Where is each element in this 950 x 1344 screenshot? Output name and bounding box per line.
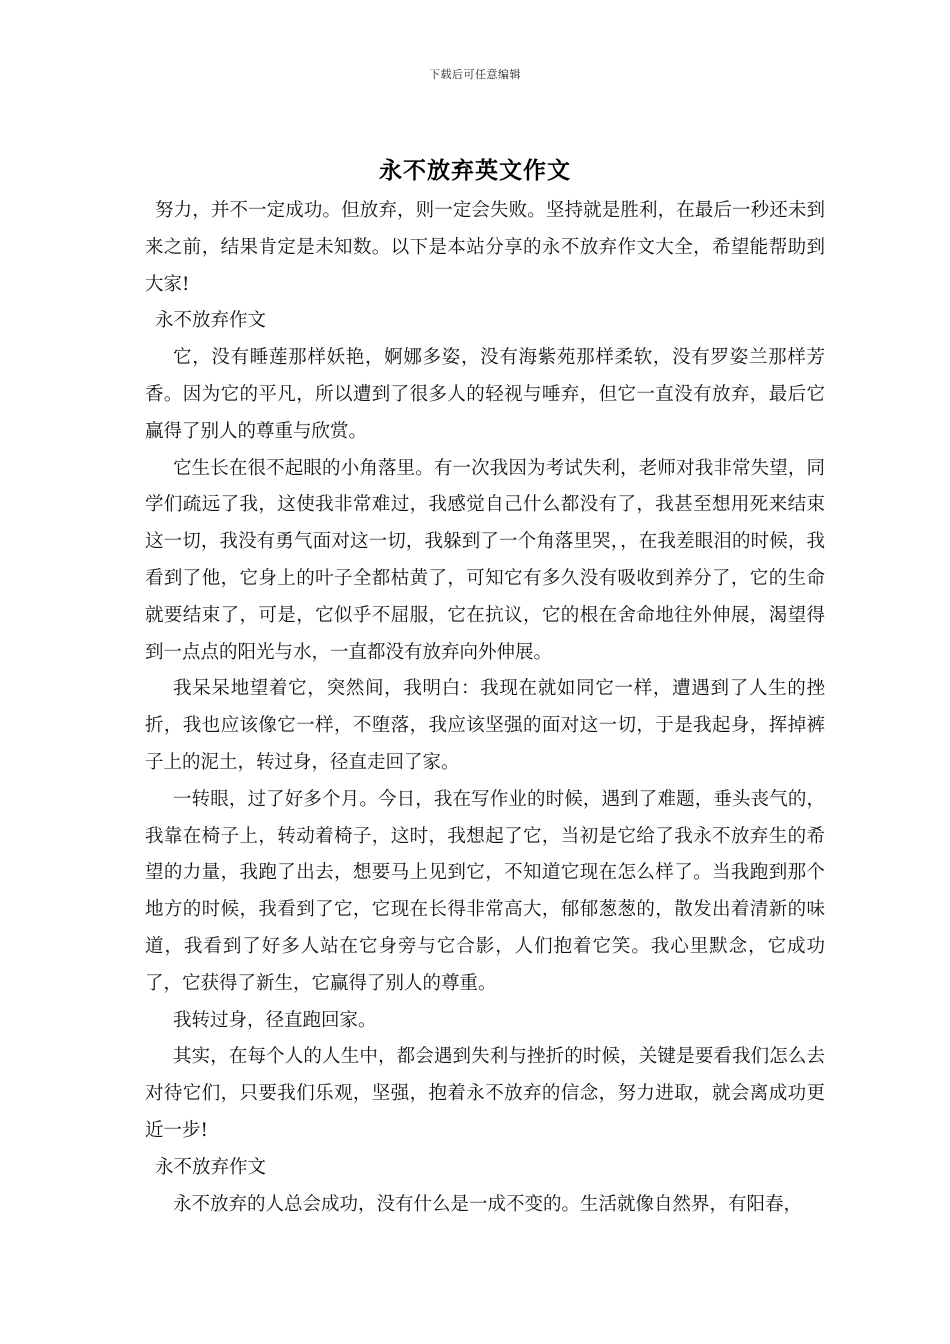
document-body (145, 193, 825, 1223)
body-paragraph: 它，没有睡莲那样妖艳，婀娜多姿，没有海紫苑那样柔软，没有罗姿兰那样芳香。因为它的平凡，所以遭到了很多人的轻视与唾弃，但它一直没有放弃，最后它赢得了别人的尊重与欣赏。 (145, 347, 825, 442)
intro-paragraph: 努力，并不一定成功。但放弃，则一定会失败。坚持就是胜利，在最后一秒还未到来之前，结果肯定是未知数。以下是本站分享的永不放弃作文大全，希望能帮助到大家! (145, 200, 825, 295)
header-note: 下载后可任意编辑 (429, 68, 521, 81)
section-heading: 永不放弃作文 (155, 1156, 267, 1178)
body-paragraph: 我呆呆地望着它，突然间，我明白：我现在就如同它一样，遭遇到了人生的挫折，我也应该像它一样，不堕落，我应该坚强的面对这一切，于是我起身，挥掉裤子上的泥土，转过身，径直走回了家。 (145, 678, 825, 773)
document-title: 永不放弃英文作文 (379, 157, 571, 184)
body-paragraph: 永不放弃的人总会成功，没有什么是一成不变的。生活就像自然界，有阳春， (173, 1193, 803, 1215)
body-paragraph: 它生长在很不起眼的小角落里。有一次我因为考试失利，老师对我非常失望，同学们疏远了我，这使我非常难过，我感觉自己什么都没有了，我甚至想用死来结束这一切，我没有勇气面对这一切，我躲到了一个角落里哭，，在我差眼泪的时候，我看到了他，它身上的叶子全都枯黄了，可知它有多久没有吸收到养分了，它的生命就要结束了，可是，它似乎不屈服，它在抗议，它的根在舍命地往外伸展，渴望得到一点点的阳光与水，一直都没有放弃向外伸展。 (145, 457, 825, 663)
body-paragraph: 其实，在每个人的人生中，都会遇到失利与挫折的时候，关键是要看我们怎么去对待它们，只要我们乐观，坚强，抱着永不放弃的信念，努力进取，就会离成功更近一步! (145, 1046, 825, 1141)
section-heading: 永不放弃作文 (155, 310, 267, 332)
body-paragraph: 一转眼，过了好多个月。今日，我在写作业的时候，遇到了难题，垂头丧气的，我靠在椅子上，转动着椅子，这时，我想起了它，当初是它给了我永不放弃生的希望的力量，我跑了出去，想要马上见到它，不知道它现在怎么样了。当我跑到那个地方的时候，我看到了它，它现在长得非常高大，郁郁葱葱的，散发出着清新的味道，我看到了好多人站在它身旁与它合影，人们抱着它笑。我心里默念，它成功了，它获得了新生，它赢得了别人的尊重。 (145, 788, 825, 994)
body-paragraph: 我转过身，径直跑回家。 (173, 1009, 377, 1031)
